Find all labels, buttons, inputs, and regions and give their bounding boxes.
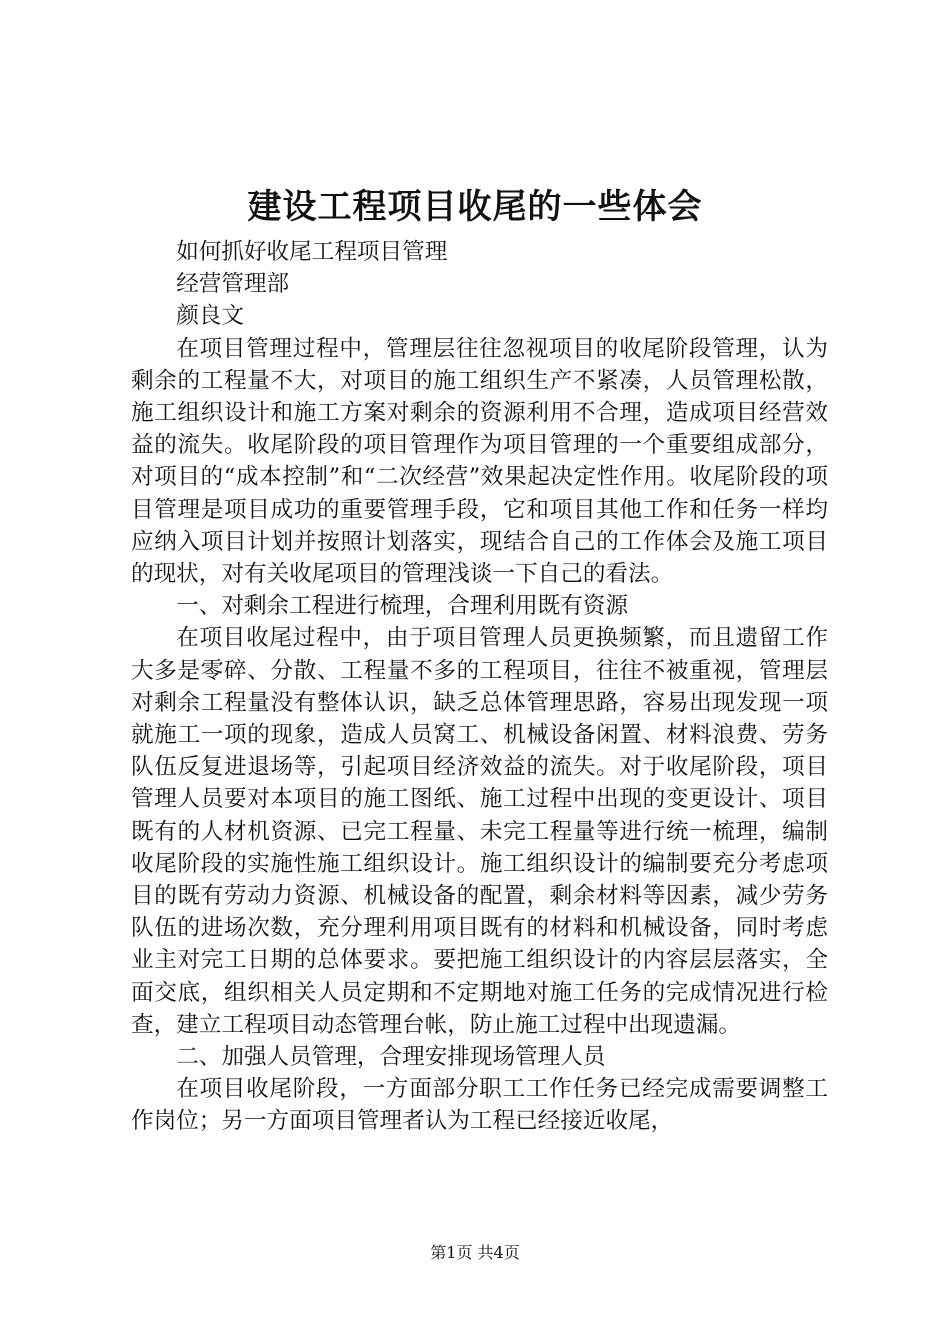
section-heading-1: 一、对剩余工程进行梳理，合理利用既有资源 [176,593,629,620]
section-heading-2: 二、加强人员管理，合理安排现场管理人员 [176,1044,606,1071]
document-title: 建设工程项目收尾的一些体会 [247,187,703,227]
page-number: 第1页 共4页 [430,1243,520,1262]
paragraph-intro: 在项目管理过程中，管理层往往忽视项目的收尾阶段管理，认为剩余的工程量不大，对项目的施工组织生产不紧凑，人员管理松散，施工组织设计和施工方案对剩余的资源利用不合理，造成项目经营效益的流失。收尾阶段的项目管理作为项目管理的一个重要组成部分，对项目的“成本控制”和“二次经营”效果起决定性作用。收尾阶段的项目管理是项目成功的重要管理手段，它和项目其他工作和任务一样均应纳入项目计划并按照计划落实，现结合自己的工作体会及施工项目的现状，对有关收尾项目的管理浅谈一下自己的看法。 [131,335,828,588]
page-footer [0,1241,950,1265]
paragraph-section-2: 在项目收尾阶段，一方面部分职工工作任务已经完成需要调整工作岗位；另一方面项目管理者认为工程已经接近收尾， [131,1076,828,1135]
document-body [131,236,828,1138]
document-subtitle: 如何抓好收尾工程项目管理 [176,239,448,265]
author-name: 颜良文 [176,303,244,330]
department-name: 经营管理部 [176,271,290,298]
paragraph-section-1: 在项目收尾过程中，由于项目管理人员更换频繁，而且遗留工作大多是零碎、分散、工程量不多的工程项目，往往不被重视，管理层对剩余工程量没有整体认识，缺乏总体管理思路，容易出现发现一项就施工一项的现象，造成人员窝工、机械设备闲置、材料浪费、劳务队伍反复进退场等，引起项目经济效益的流失。对于收尾阶段，项目管理人员要对本项目的施工图纸、施工过程中出现的变更设计、项目既有的人材机资源、已完工程量、未完工程量等进行统一梳理，编制收尾阶段的实施性施工组织设计。施工组织设计的编制要充分考虑项目的既有劳动力资源、机械设备的配置，剩余材料等因素，减少劳务队伍的进场次数，充分理利用项目既有的材料和机械设备，同时考虑业主对完工日期的总体要求。要把施工组织设计的内容层层落实，全面交底，组织相关人员定期和不定期地对施工任务的完成情况进行检查，建立工程项目动态管理台帐，防止施工过程中出现遗漏。 [131,625,828,1038]
